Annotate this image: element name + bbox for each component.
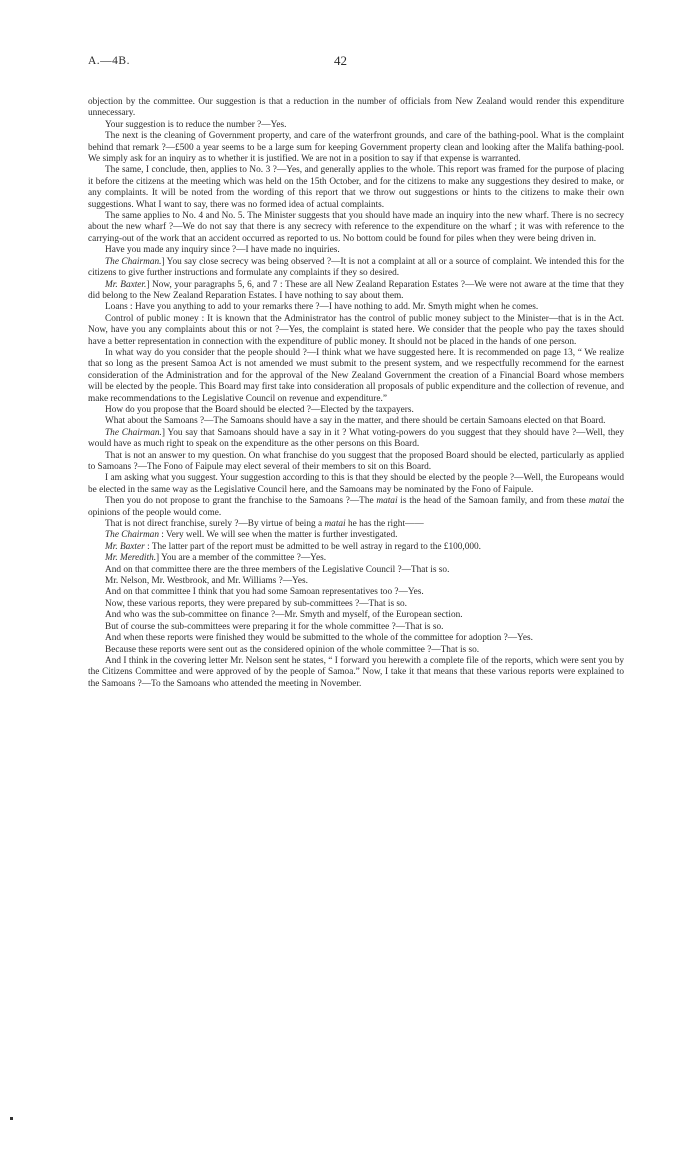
paragraph: [88, 587, 624, 598]
paragraph: [88, 473, 624, 496]
paragraph: [88, 245, 624, 256]
paragraph: [88, 451, 624, 474]
paragraph: [88, 622, 624, 633]
text-run: And I think in the covering letter Mr. Nelson sent he states, “ I forward you herewith a complete file of the reports, which were sent you by the Citizens Committee and were approved of by the people of Samoa.” Now, I take it that means that these various reports were explained to the Samoans ?—To the Samoans who attended the meeting in November.: [88, 655, 624, 689]
text-run: ] You say that Samoans should have a say in it ? What voting-powers do you suggest that they should have ?—Well, they would have as much right to speak on the expenditure as the other persons on this Board.: [88, 427, 624, 450]
text-run: The same applies to No. 4 and No. 5. The Minister suggests that you should have made an inquiry into the new wharf. There is no secrecy about the new wharf ?—We do not say that there is any secrecy with reference to the expenditure on the wharf ; it was with reference to the carrying-out of the work that an accident occurred as reported to us. No bottom could be found for piles when they were being driven in.: [88, 211, 624, 244]
page-number: 42: [334, 53, 347, 68]
paragraph: [88, 211, 624, 245]
paragraph: [88, 97, 624, 120]
document-reference: A.—4B.: [88, 55, 130, 67]
text-run: The next is the cleaning of Government property, and care of the waterfront grounds, and care of the bathing-pool. What is the complaint behind that remark ?—£500 a year seems to be a large sum for keeping Government property clean and looking after the Malifa bathing-pool. We simply ask for an inquiry as to whether it is justified. We are not in a position to say if that expense is warranted.: [88, 131, 624, 165]
italic-text: matai: [376, 496, 398, 507]
text-run: Now, these various reports, they were prepared by sub-committees ?—That is so.: [105, 598, 407, 609]
paragraph: [88, 496, 624, 519]
paragraph: [88, 348, 624, 405]
paragraph: [88, 542, 624, 553]
paragraph: [88, 610, 624, 621]
text-run: Loans : Have you anything to add to your remarks there ?—I have nothing to add. Mr. Smyth might when he comes.: [105, 302, 539, 313]
paragraph: [88, 565, 624, 576]
text-run: : The latter part of the report must be admitted to be well astray in regard to the £100,000.: [144, 541, 481, 552]
italic-text: Mr. Baxter: [105, 541, 145, 552]
text-run: What about the Samoans ?—The Samoans should have a say in the matter, and there should be certain Samoans elected on that Board.: [105, 416, 606, 427]
paragraph: [88, 131, 624, 165]
text-run: Because these reports were sent out as the considered opinion of the whole committee ?—That is so.: [105, 644, 480, 655]
paragraph: [88, 120, 624, 131]
text-run: Control of public money : It is known that the Administrator has the control of public money subject to the Minister—that is in the Act. Now, have you any complaints about this or not ?—Yes, the complaint is stated here. We consider that the people who pay the taxes should have a better representation in connection with the expenditure of public money. It should not be placed in the hands of one person.: [88, 313, 624, 347]
text-run: objection by the committee. Our suggestion is that a reduction in the number of officials from New Zealand would render this expenditure unnecessary.: [88, 97, 624, 119]
paragraph: [88, 576, 624, 587]
italic-text: The Chairman: [105, 530, 159, 541]
text-run: Mr. Nelson, Mr. Westbrook, and Mr. Williams ?—Yes.: [105, 576, 308, 587]
text-run: he has the right——: [345, 519, 424, 530]
text-run: I am asking what you suggest. Your suggestion according to this is that they should be elected by the people ?—Well, the Europeans would be elected in the same way as the Legislative Council here, and the Samoans may be nominated by the Fono of Faipule.: [88, 473, 624, 495]
italic-text: Mr. Meredith.: [105, 553, 157, 564]
text-run: ] You say close secrecy was being observed ?—It is not a complaint at all or a source of complaint. We intended this for the citizens to give further instructions and formulate any complaints if they so desired.: [88, 256, 624, 279]
body-text: [88, 97, 624, 690]
paragraph: [88, 645, 624, 656]
paragraph: [88, 553, 624, 564]
paragraph: [88, 428, 624, 451]
text-run: ] Now, your paragraphs 5, 6, and 7 : These are all New Zealand Reparation Estates ?—We were not aware at the time that they did belong to the New Zealand Reparation Estates. I have nothing to say about them.: [88, 279, 624, 301]
paragraph: [88, 302, 624, 313]
paragraph: [88, 314, 624, 348]
paragraph: [88, 656, 624, 690]
paragraph: [88, 280, 624, 303]
paragraph: [88, 257, 624, 280]
text-run: And when these reports were finished they would be submitted to the whole of the committee for adoption ?—Yes.: [105, 633, 533, 644]
paragraph: [88, 165, 624, 211]
paragraph: [88, 519, 624, 530]
text-run: How do you propose that the Board should be elected ?—Elected by the taxpayers.: [105, 404, 414, 415]
italic-text: Mr. Baxter.: [105, 279, 147, 290]
paragraph: [88, 405, 624, 416]
text-run: ] You are a member of the committee ?—Yes.: [156, 553, 327, 564]
text-run: But of course the sub-committees were preparing it for the whole committee ?—That is so.: [105, 621, 444, 632]
paragraph: [88, 416, 624, 427]
text-run: And on that committee I think that you had some Samoan representatives too ?—Yes.: [105, 587, 424, 598]
text-run: In what way do you consider that the people should ?—I think what we have suggested here. It is recommended on page 13, “ We realize that so long as the present Samoa Act is not amended we must submit to the present system, and we respectfully recommend for the earnest consideration of the Administration and for the approval of the New Zealand Government the creation of a Financial Board whose members will be elected by the people. This Board may first take into consideration all proposals of public expenditure and the collection of revenue, and make recommendations to the Legislative Council on revenue and expenditure.”: [88, 347, 624, 404]
text-run: Have you made any inquiry since ?—I have made no inquiries.: [105, 245, 340, 256]
text-run: And on that committee there are the three members of the Legislative Council ?—That is so.: [105, 564, 450, 575]
paragraph: [88, 633, 624, 644]
text-run: : Very well. We will see when the matter is further investigated.: [158, 530, 398, 541]
stray-mark: [10, 1117, 13, 1120]
italic-text: The Chairman.: [105, 256, 162, 267]
italic-text: matai: [588, 496, 610, 507]
text-run: the opinions of the people would come.: [88, 496, 624, 518]
text-run: Then you do not propose to grant the franchise to the Samoans ?—The: [105, 496, 377, 507]
text-run: Your suggestion is to reduce the number ?—Yes.: [105, 119, 287, 130]
italic-text: matai: [324, 519, 346, 530]
text-run: That is not direct franchise, surely ?—By virtue of being a: [105, 519, 325, 530]
text-run: And who was the sub-committee on finance ?—Mr. Smyth and myself, of the European section.: [105, 610, 463, 621]
text-run: The same, I conclude, then, applies to No. 3 ?—Yes, and generally applies to the whole. This report was framed for the purpose of placing it before the citizens at the meeting which was held on the 15th October, and for the citizens to make any suggestions they desired to make, or any complaints. It will be noted from the wording of this report that we throw out suggestions or hints to the citizens to make their own suggestions. What I want to say, there was no formed idea of actual complaints.: [88, 165, 624, 210]
italic-text: The Chairman.: [105, 427, 162, 438]
text-run: That is not an answer to my question. On what franchise do you suggest that the proposed Board should be elected, particularly as applied to Samoans ?—The Fono of Faipule may elect several of their members to sit on this Board.: [88, 450, 624, 472]
paragraph: [88, 530, 624, 541]
text-run: is the head of the Samoan family, and from these: [397, 496, 589, 507]
paragraph: [88, 599, 624, 610]
